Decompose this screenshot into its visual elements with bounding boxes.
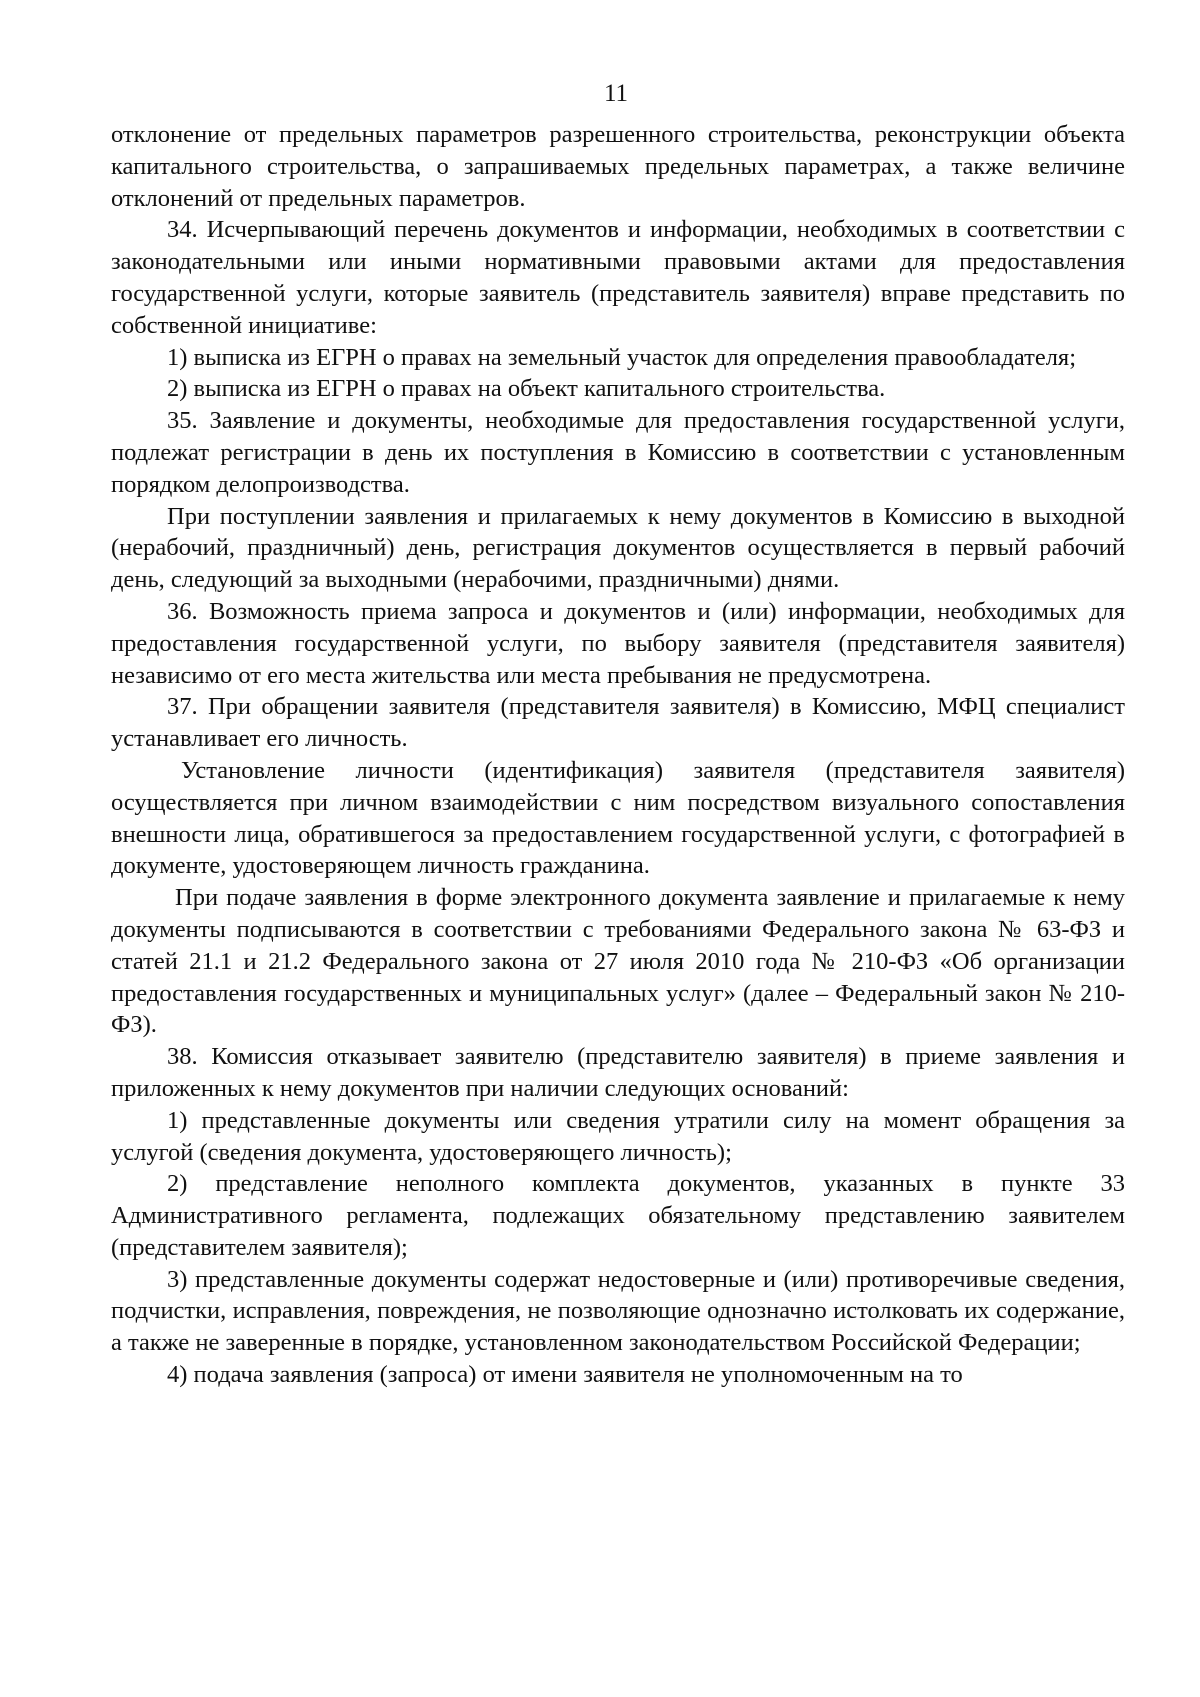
paragraph-item-37-identification: Установление личности (идентификация) заявителя (представителя заявителя) осуществляется при личном взаимодействии с ним посредством визуального сопоставления внешности лица, обратившегося за предоставлением государственной услуги, с фотографией в документе, удостоверяющем личность гражданина. bbox=[111, 756, 1125, 880]
paragraph-item-38: 38. Комиссия отказывает заявителю (представителю заявителя) в приеме заявления и приложенных к нему документов при наличии следующих оснований: bbox=[111, 1043, 1125, 1102]
page-number: 11 bbox=[603, 80, 629, 107]
document-body bbox=[111, 119, 1125, 1391]
paragraph-item-36: 36. Возможность приема запроса и документов и (или) информации, необходимых для предоставления государственной услуги, по выбору заявителя (представителя заявителя) независимо от его места жительства или места пребывания не предусмотрена. bbox=[111, 597, 1125, 689]
paragraph-subitem-34-1: 1) выписка из ЕГРН о правах на земельный участок для определения правообладателя; bbox=[167, 343, 1077, 371]
paragraph-subitem-38-2: 2) представление неполного комплекта документов, указанных в пункте 33 Административного регламента, подлежащих обязательному представлению заявителем (представителем заявителя); bbox=[111, 1170, 1125, 1261]
paragraph-item-34: 34. Исчерпывающий перечень документов и информации, необходимых в соответствии с законодательными или иными нормативными правовыми актами для предоставления государственной услуги, которые заявитель (представитель заявителя) вправе представить по собственной инициативе: bbox=[111, 216, 1125, 339]
paragraph-item-37-electronic: При подаче заявления в форме электронного документа заявление и прилагаемые к нему документы подписываются в соответствии с требованиями Федерального закона № 63-ФЗ и статей 21.1 и 21.2 Федерального закона от 27 июля 2010 года № 210-ФЗ «Об организации предоставления государственных и муниципальных услуг» (далее – Федеральный закон № 210-ФЗ). bbox=[111, 884, 1125, 1039]
paragraph-subitem-38-3: 3) представленные документы содержат недостоверные и (или) противоречивые сведения, подчистки, исправления, повреждения, не позволяющие однозначно истолковать их содержание, а также не заверенные в порядке, установленном законодательством Российской Федерации; bbox=[111, 1265, 1125, 1357]
paragraph-continuation: отклонение от предельных параметров разрешенного строительства, реконструкции объекта капитального строительства, о запрашиваемых предельных параметрах, а также величине отклонений от предельных параметров. bbox=[111, 121, 1125, 212]
paragraph-item-35-holidays: При поступлении заявления и прилагаемых к нему документов в Комиссию в выходной (нерабочий, праздничный) день, регистрация документов осуществляется в первый рабочий день, следующий за выходными (нерабочими, праздничными) днями. bbox=[111, 502, 1125, 594]
paragraph-item-37: 37. При обращении заявителя (представителя заявителя) в Комиссию, МФЦ специалист устанавливает его личность. bbox=[111, 693, 1125, 753]
paragraph-subitem-38-1: 1) представленные документы или сведения утратили силу на момент обращения за услугой (сведения документа, удостоверяющего личность); bbox=[111, 1106, 1125, 1166]
paragraph-subitem-34-2: 2) выписка из ЕГРН о правах на объект капитального строительства. bbox=[167, 375, 886, 403]
paragraph-item-35: 35. Заявление и документы, необходимые для предоставления государственной услуги, подлежат регистрации в день их поступления в Комиссию в соответствии с установленным порядком делопроизводства. bbox=[111, 407, 1125, 498]
paragraph-subitem-38-4: 4) подача заявления (запроса) от имени заявителя не уполномоченным на то bbox=[167, 1361, 963, 1389]
